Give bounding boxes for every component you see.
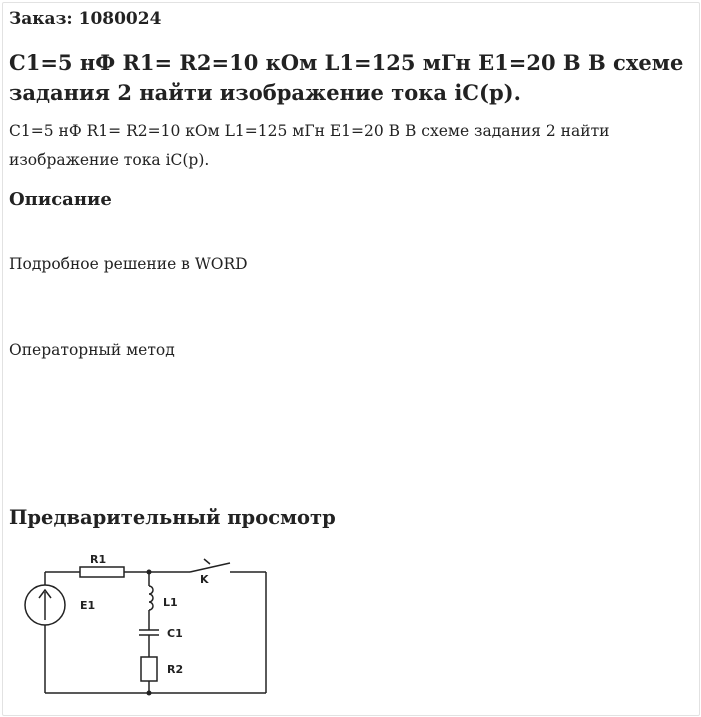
circuit-diagram [10,548,280,698]
description-line-method: Операторный метод [9,341,175,359]
inductor-l1 [149,586,153,610]
order-number: Заказ: 1080024 [9,9,162,29]
label-r2: R2 [167,663,184,676]
description-line-word: Подробное решение в WORD [9,255,248,273]
junction-bottom [147,691,152,696]
label-e1: E1 [80,599,96,612]
resistor-r1 [80,567,124,577]
label-c1: C1 [167,627,183,640]
label-switch: K [200,573,209,586]
preview-heading: Предварительный просмотр [9,506,336,529]
junction-top [147,570,152,575]
description-heading: Описание [9,189,112,210]
resistor-r2 [141,657,157,681]
switch-arrow [204,559,210,564]
short-description: C1=5 нФ R1= R2=10 кОм L1=125 мГн E1=20 В В схеме задания 2 найти изображение тока iC(p). [9,122,610,169]
switch-k [190,563,230,572]
label-r1: R1 [90,553,107,566]
page-title: C1=5 нФ R1= R2=10 кОм L1=125 мГн E1=20 В В схеме задания 2 найти изображение тока iC(p). [9,50,684,105]
label-l1: L1 [163,596,178,609]
